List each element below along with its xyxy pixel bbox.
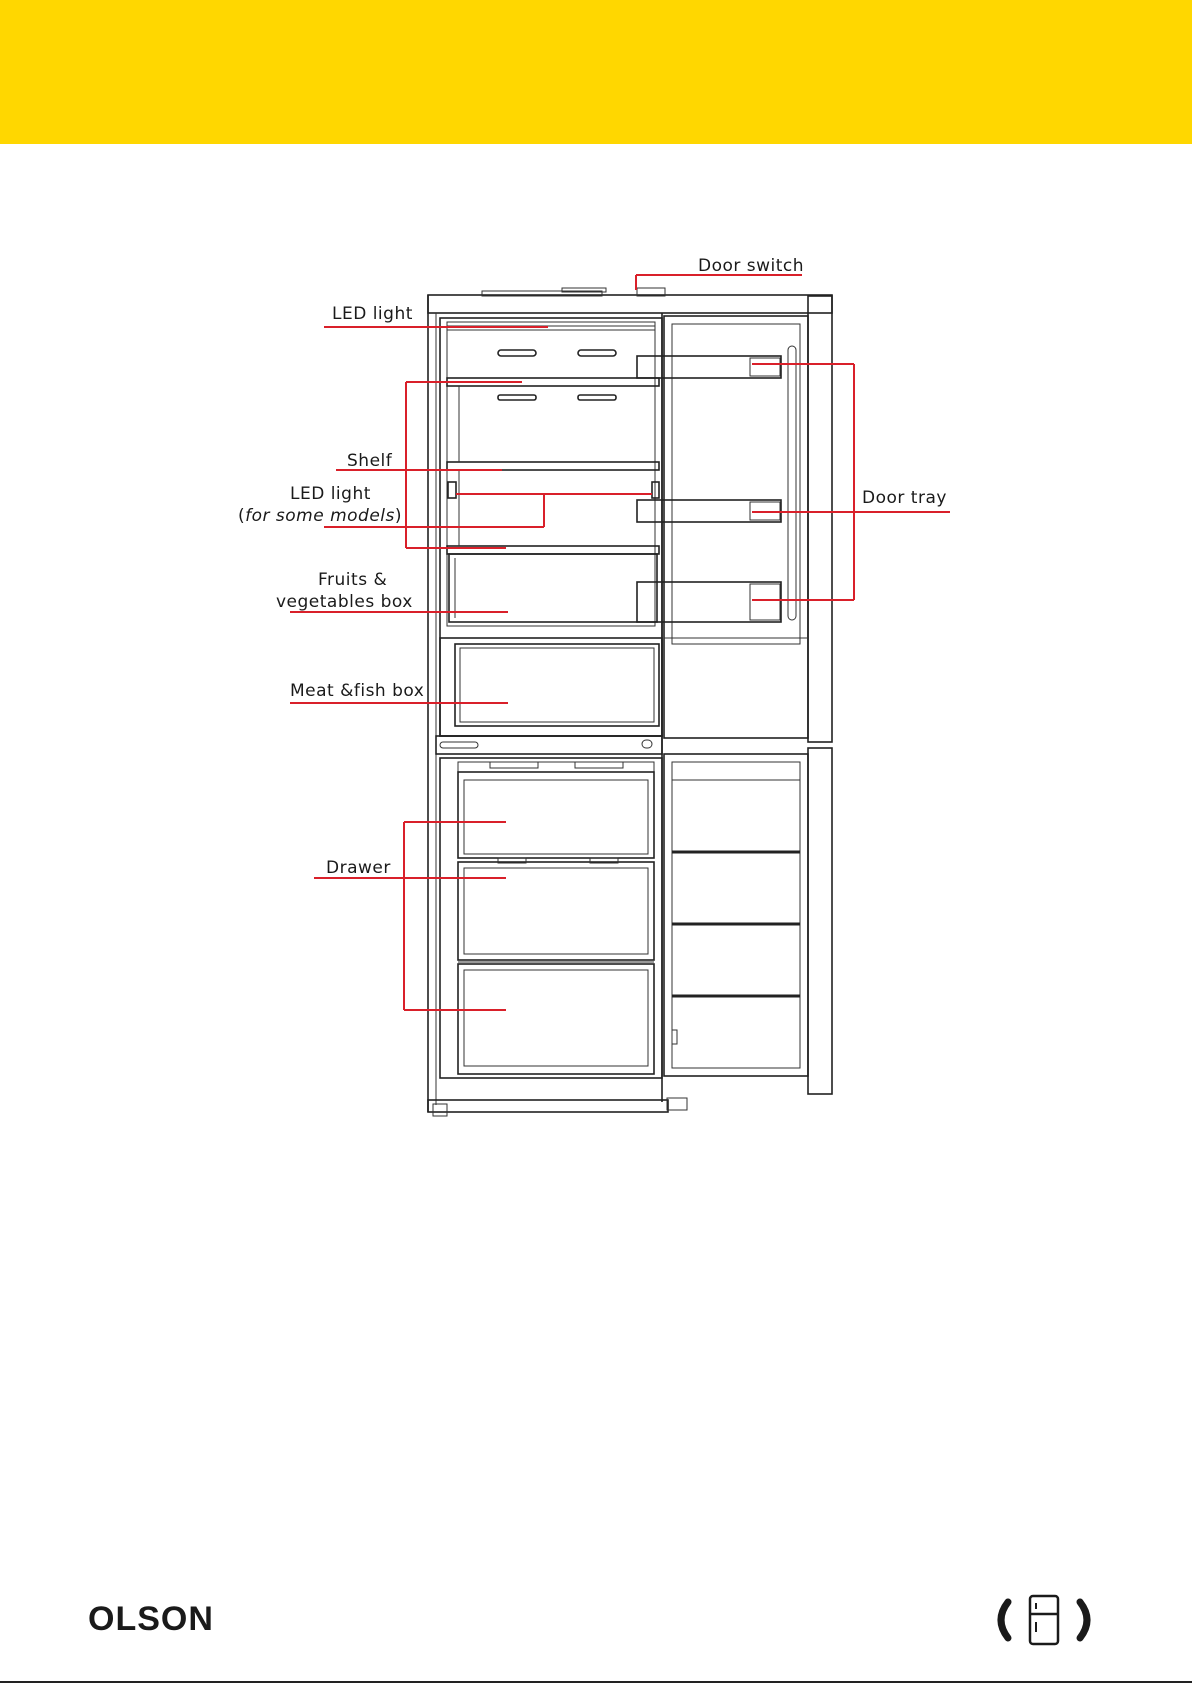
label-shelf: Shelf — [347, 451, 393, 471]
bottom-rule — [0, 1681, 1192, 1683]
label-door-switch: Door switch — [698, 256, 805, 276]
label-door-tray: Door tray — [862, 488, 947, 508]
label-meat-fish: Meat &fish box — [290, 681, 425, 701]
label-fruits-line1: Fruits & — [318, 570, 388, 590]
fridge-icon — [988, 1592, 1100, 1648]
label-led-light-some: LED light — [290, 484, 371, 504]
olson-logo: OLSON — [88, 1600, 214, 1638]
label-led-light-top: LED light — [332, 304, 413, 324]
label-led-light-note: (for some models) — [238, 506, 403, 526]
label-fruits-line2: vegetables box — [276, 592, 413, 612]
label-drawer: Drawer — [326, 858, 391, 878]
fridge-door-open — [637, 296, 832, 1102]
